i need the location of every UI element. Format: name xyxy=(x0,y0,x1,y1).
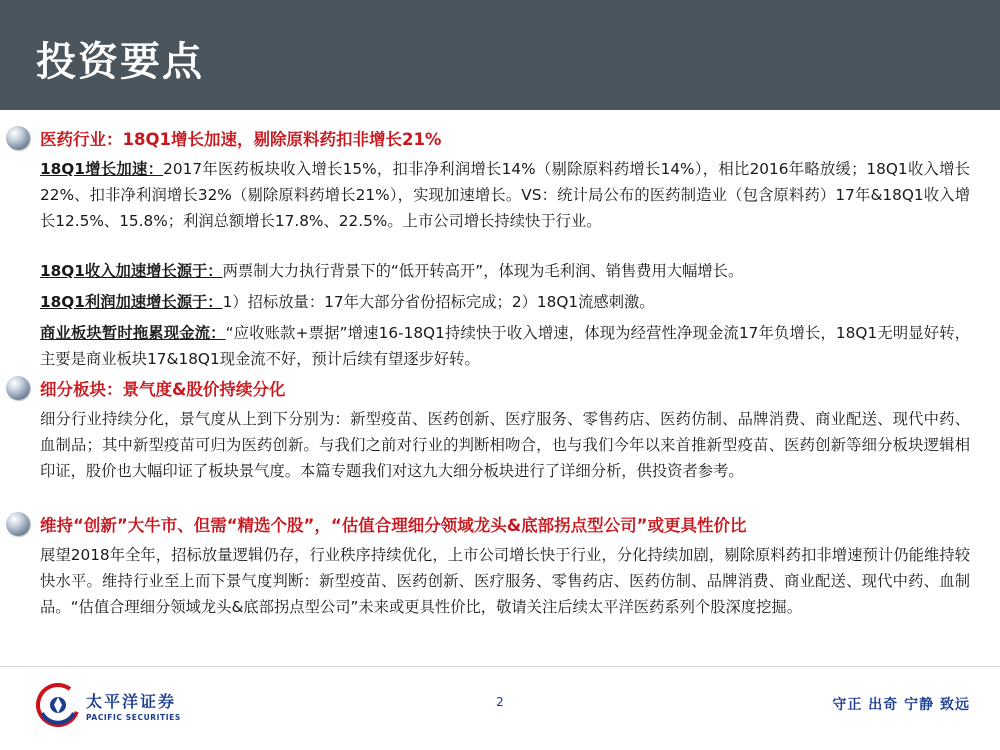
paragraph-text: 1）招标放量：17年大部分省份招标完成；2）18Q1流感刺激。 xyxy=(222,293,655,311)
company-logo xyxy=(36,683,181,727)
company-slogan: 守正 出奇 宁静 致远 xyxy=(832,697,970,713)
paragraph-text: 展望2018年全年，招标放量逻辑仍存，行业秩序持续优化，上市公司增长快于行业，分化持续加剧，剔除原料药扣非增速预计仍能维持较快水平。维持行业至上而下景气度判断：新型疫苗、医药创新、医疗服务、零售药店、医药仿制、品牌消费、商业配送、现代中药、血制品。“估值合理细分领域龙头&底部拐点型公司”未来或更具性价比，敬请关注后续太平洋医药系列个股深度挖掘。 xyxy=(40,546,970,616)
paragraph-q1-growth xyxy=(40,156,970,234)
page-number: 2 xyxy=(496,695,504,709)
paragraph-profit-source xyxy=(40,289,970,315)
sphere-bullet-icon xyxy=(6,126,30,150)
slide-title: 投资要点 xyxy=(36,39,204,85)
company-name-cn: 太平洋证券 xyxy=(86,691,177,711)
paragraph-lead: 18Q1增长加速： xyxy=(40,160,164,178)
paragraph-text: “应收账款+票据”增速16-18Q1持续快于收入增速，体现为经营性净现金流17年负增长，18Q1无明显好转，主要是商业板块17&18Q1现金流不好，预计后续有望逐步好转。 xyxy=(40,324,970,368)
company-name-en: PACIFIC SECURITIES xyxy=(86,712,181,722)
paragraph-lead: 18Q1收入加速增长源于： xyxy=(40,262,223,280)
section-title: 细分板块：景气度&股价持续分化 xyxy=(40,380,286,399)
paragraph-revenue-source xyxy=(40,258,970,284)
slide-header xyxy=(0,0,1000,110)
pacific-securities-logo-icon xyxy=(36,683,80,727)
section-heading-strategy xyxy=(6,510,746,538)
sphere-bullet-icon xyxy=(6,376,30,400)
footer-divider xyxy=(0,666,1000,667)
paragraph-lead: 商业板块暂时拖累现金流： xyxy=(40,324,226,342)
paragraph-text: 细分行业持续分化，景气度从上到下分别为：新型疫苗、医药创新、医疗服务、零售药店、医药仿制、品牌消费、商业配送、现代中药、血制品；其中新型疫苗可归为医药创新。与我们之前对行业的判断相吻合，也与我们今年以来首推新型疫苗、医药创新等细分板块逻辑相印证，股价也大幅印证了板块景气度。本篇专题我们对这九大细分板块进行了详细分析，供投资者参考。 xyxy=(40,410,970,480)
section-heading-segments xyxy=(6,374,285,402)
paragraph-text: 2017年医药板块收入增长15%，扣非净利润增长14%（剔除原料药增长14%），相比2016年略放缓；18Q1收入增长22%、扣非净利润增长32%（剔除原料药增长21%），实现加速增长。VS：统计局公布的医药制造业（包含原料药）17年&18Q1收入增长12.5%、15.8%；利润总额增长17.8%、22.5%。上市公司增长持续快于行业。 xyxy=(40,160,970,230)
section-title: 维持“创新”大牛市、但需“精选个股”，“估值合理细分领域龙头&底部拐点型公司”或更具性价比 xyxy=(40,516,747,535)
paragraph-cash-flow xyxy=(40,320,970,372)
paragraph-text: 两票制大力执行背景下的“低开转高开”，体现为毛利润、销售费用大幅增长。 xyxy=(222,262,744,280)
paragraph-outlook xyxy=(40,542,970,620)
sphere-bullet-icon xyxy=(6,512,30,536)
paragraph-segment-divergence xyxy=(40,406,970,484)
paragraph-lead: 18Q1利润加速增长源于： xyxy=(40,293,223,311)
section-heading-industry xyxy=(6,124,441,152)
section-title: 医药行业：18Q1增长加速，剔除原料药扣非增长21% xyxy=(40,130,442,149)
